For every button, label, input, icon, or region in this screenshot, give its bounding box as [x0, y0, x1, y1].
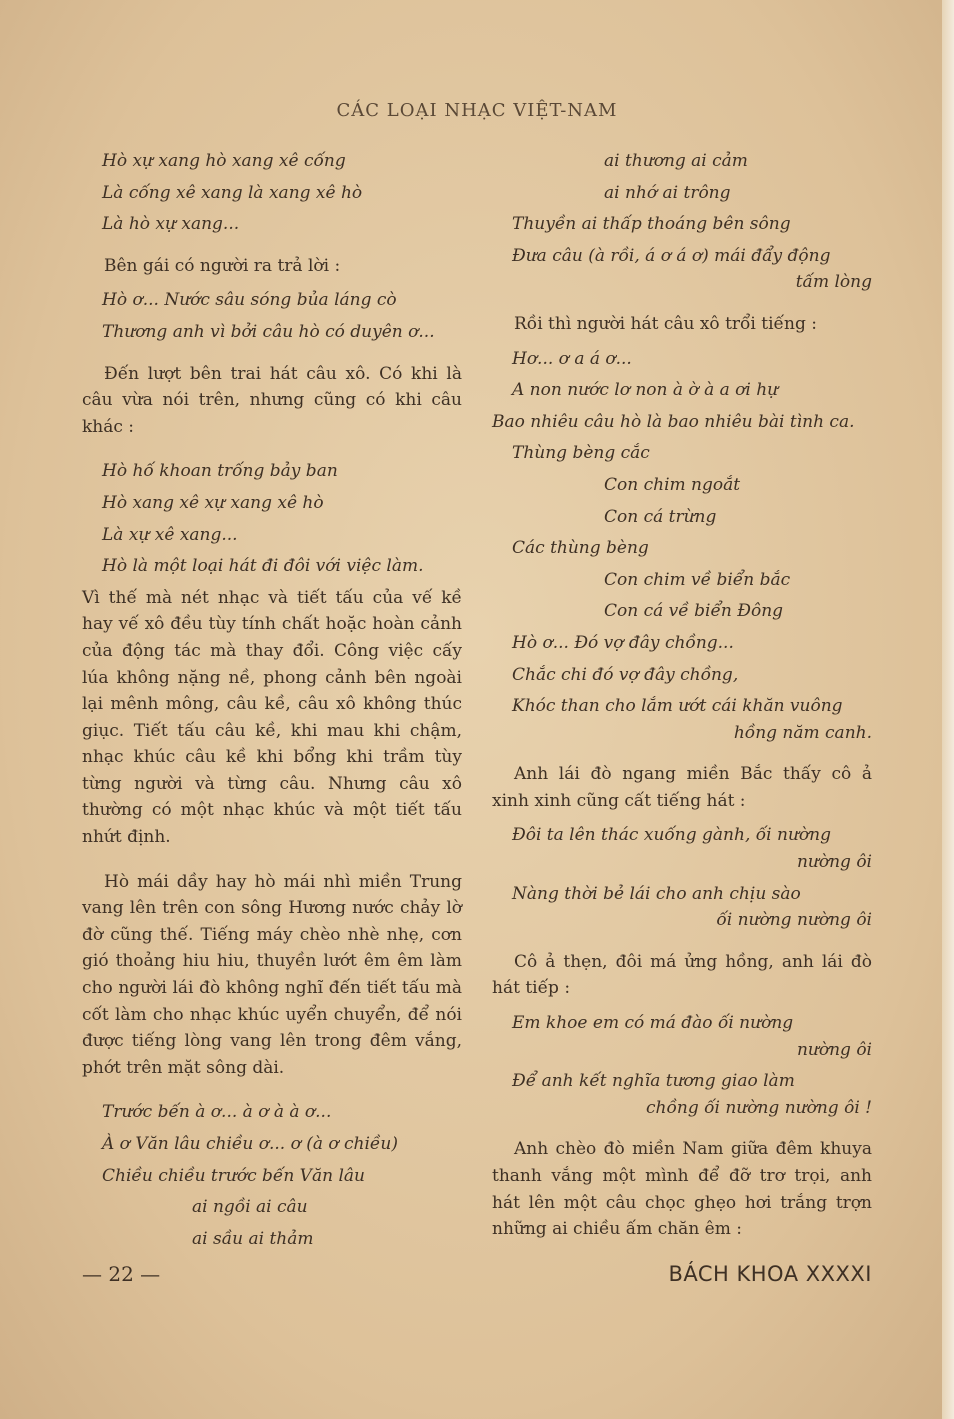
verse-line: Con chim về biển bắc — [604, 569, 791, 590]
paragraph-lead: Hò là một loại hát đi đôi với việc làm. — [102, 556, 424, 577]
verse-line: ai sầu ai thảm — [192, 1228, 314, 1249]
verse-line: Thùng bèng cắc — [512, 443, 650, 464]
verse-line: Con chim ngoắt — [604, 474, 741, 495]
paragraph: Đến lượt bên trai hát câu xô. Có khi là câu vừa nói trên, nhưng cũng có khi câu khác : — [82, 363, 462, 437]
paragraph: Vì thế mà nét nhạc và tiết tấu của vế kề hay vế xô đều tùy tính chất hoặc hoàn cảnh của động tác mà thay đổi. Công việc cấy lúa không nặng nề, phong cảnh bên ngoài lại mênh mông, câu kề, câu xô không thúc giục. Tiết tấu câu kề, khi mau khi chậm, nhạc khúc câu kề khi bổng khi trầm tùy từng người và từng câu. Nhưng câu xô thường có một nhạc khúc và một tiết tấu nhứt định. — [82, 587, 462, 848]
verse-line: Là cống xê xang là xang xê hò — [102, 182, 363, 203]
verse-continuation: hồng năm canh. — [733, 722, 872, 743]
verse-line: Thương anh vì bởi câu hò có duyên ơ... — [102, 321, 435, 342]
verse-line: Hò hố khoan trống bảy ban — [102, 461, 338, 482]
verse-line: Nàng thời bẻ lái cho anh chịu sào — [512, 883, 801, 904]
verse-line: Là xự xê xang... — [102, 524, 238, 545]
verse-line: À ơ Văn lâu chiều ơ... ơ (à ơ chiều) — [102, 1134, 398, 1154]
right-column — [492, 148, 872, 1251]
verse-line: Hò xang xê xự xang xê hò — [102, 492, 324, 513]
verse-line: Là hò xự xang... — [102, 214, 240, 235]
verse-line: ai nhớ ai trông — [604, 182, 731, 203]
verse-line: Hò ơ... Nước sâu sóng bủa láng cò — [102, 290, 397, 311]
paper-edge — [942, 0, 954, 1419]
verse-line: Để anh kết nghĩa tương giao làm — [512, 1071, 795, 1092]
paragraph: Anh chèo đò miền Nam giữa đêm khuya thanh vắng một mình để đỡ trơ trọi, anh hát lên một câu chọc ghẹo hơi trắng trợn những ai chiều ấm chăn êm : — [492, 1139, 872, 1240]
verse-continuation: tấm lòng — [795, 272, 872, 293]
verse-line: A non nước lơ non à ờ à a ơi hự — [512, 380, 779, 401]
paragraph: Anh lái đò ngang miền Bắc thấy cô ả xinh xinh cũng cất tiếng hát : — [492, 764, 872, 811]
verse-line: Hò xự xang hò xang xê cống — [102, 151, 346, 171]
page-number: — 22 — — [82, 1262, 161, 1286]
verse-line: Chiều chiều trước bến Văn lâu — [102, 1165, 365, 1186]
verse-line: Hơ... ơ a á ơ... — [512, 348, 632, 369]
verse-line: Khóc than cho lắm ướt cái khăn vuông — [512, 696, 843, 717]
verse-line: Trước bến à ơ... à ơ à à ơ... — [102, 1102, 332, 1123]
verse-continuation: ối nường nường ôi — [716, 910, 872, 931]
running-header: CÁC LOẠI NHẠC VIỆT-NAM — [336, 100, 618, 121]
verse-line: Bao nhiêu câu hò là bao nhiêu bài tình ca. — [492, 411, 855, 432]
verse-line: Con cá trừng — [604, 506, 717, 527]
verse-line: Đưa câu (à rồi, á ơ á ơ) mái đẩy động — [512, 245, 831, 266]
verse-continuation: nường ôi — [796, 1039, 872, 1060]
verse-continuation: chồng ối nường nường ôi ! — [646, 1097, 872, 1118]
verse-line: Thuyền ai thấp thoáng bên sông — [512, 214, 791, 235]
paragraph: Rồi thì người hát câu xô trổi tiếng : — [514, 313, 817, 334]
verse-line: Hò ơ... Đó vợ đây chồng... — [512, 632, 734, 653]
verse-line: Chắc chi đó vợ đây chồng, — [512, 664, 739, 685]
paragraph: Cô ả thẹn, đôi má ửng hồng, anh lái đò hát tiếp : — [492, 951, 872, 999]
paragraph: Bên gái có người ra trả lời : — [104, 255, 341, 276]
verse-line: Các thùng bèng — [512, 538, 649, 559]
verse-line: Em khoe em có má đào ối nường — [512, 1013, 794, 1034]
verse-continuation: nường ôi — [796, 852, 872, 873]
paragraph: Hò mái dầy hay hò mái nhì miền Trung vang lên trên con sông Hương nước chảy lờ đờ cũng thế. Tiếng máy chèo nhè nhẹ, cơn gió thoảng hiu hiu, thuyền lướt êm êm làm cho người lái đò không nghĩ đến tiết tấu mà cốt làm cho nhạc khúc uyển chuyển, để nói được tiếng lòng vang lên trong đêm vắng, phớt trên mặt sông dài. — [82, 871, 462, 1078]
verse-line: ai thương ai cảm — [604, 151, 748, 171]
verse-line: Con cá về biển Đông — [604, 601, 784, 622]
magazine-issue: BÁCH KHOA XXXXI — [668, 1262, 872, 1286]
verse-line: Đôi ta lên thác xuống gành, ối nường — [512, 825, 831, 846]
verse-line: ai ngồi ai câu — [192, 1197, 308, 1218]
left-column — [82, 148, 462, 1257]
